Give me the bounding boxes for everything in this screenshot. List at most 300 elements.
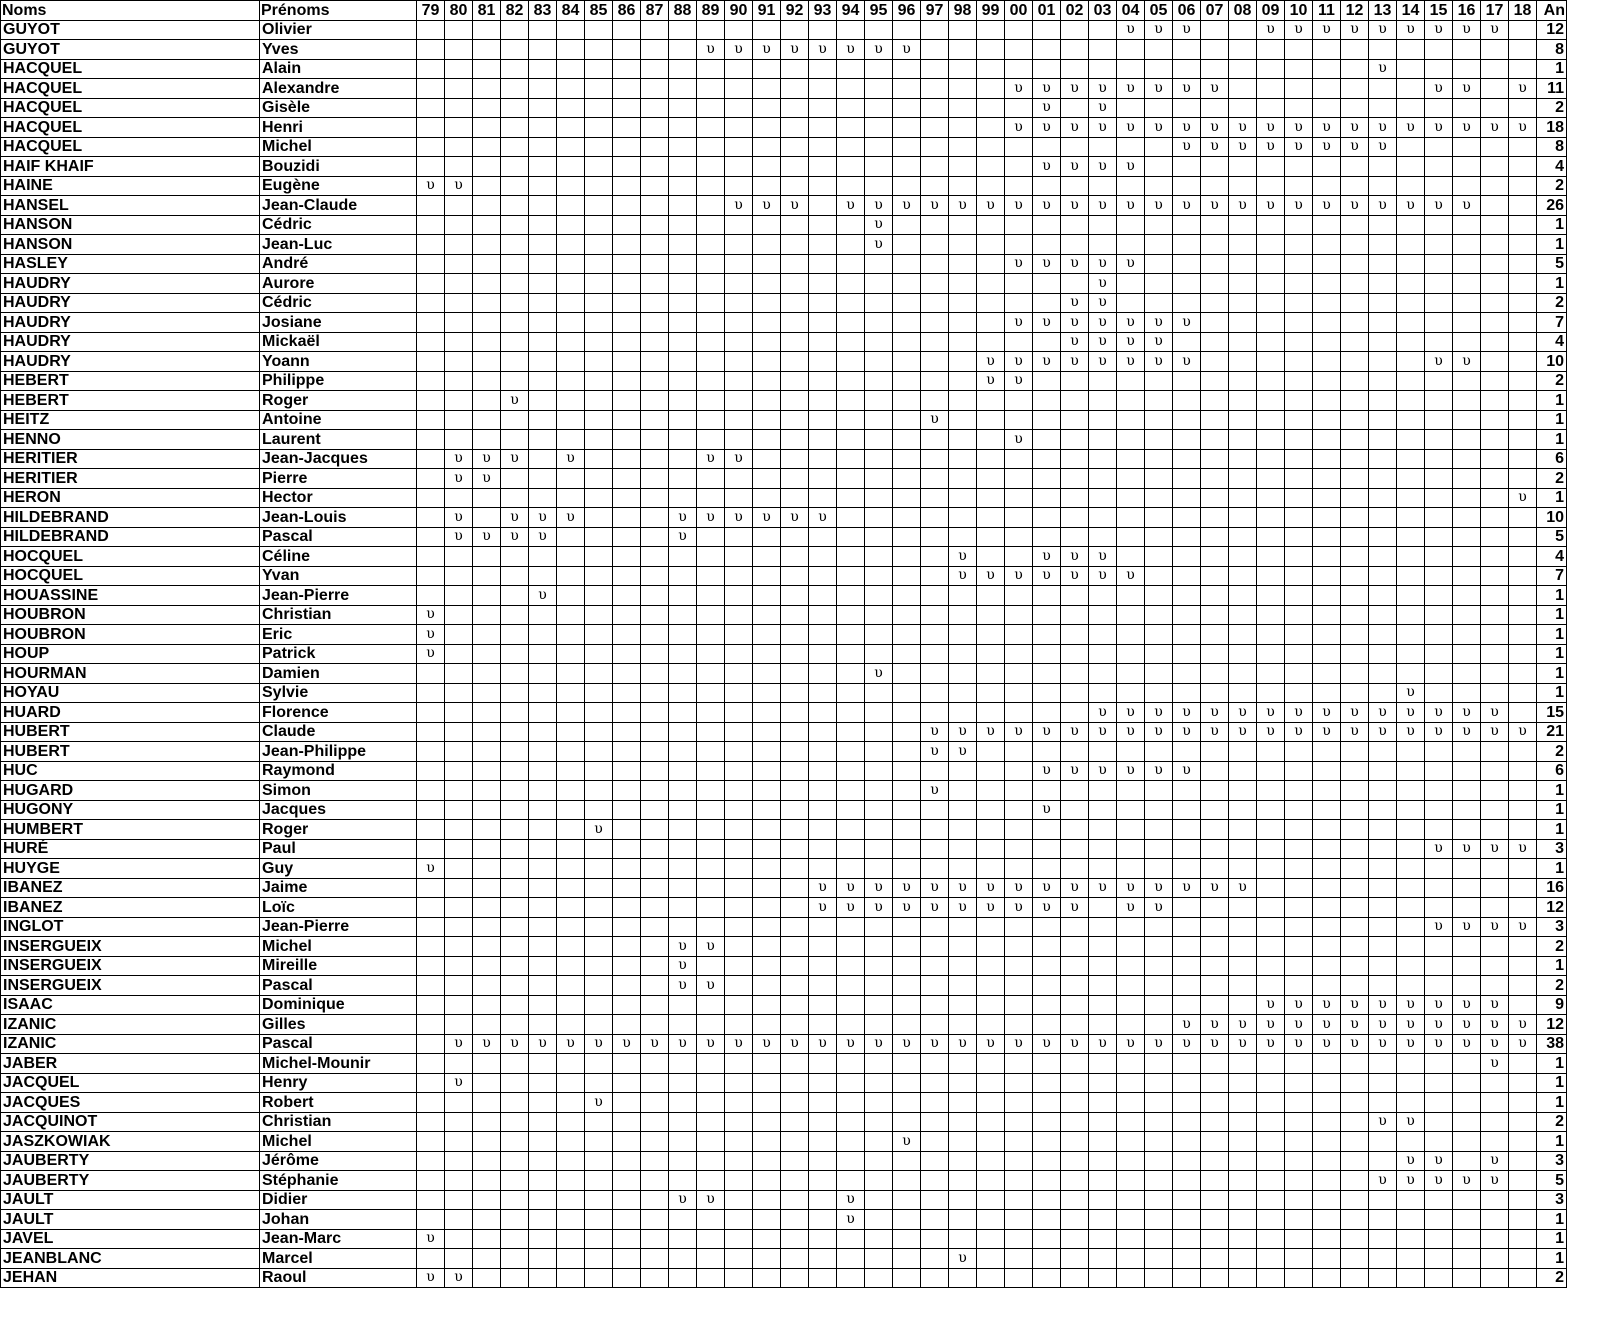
attendance-mark: υ (669, 508, 697, 528)
year-cell (557, 176, 585, 196)
year-cell (865, 644, 893, 664)
year-cell (669, 859, 697, 879)
attendance-mark: υ (1173, 196, 1201, 216)
year-cell (669, 430, 697, 450)
year-cell (1229, 644, 1257, 664)
cell-total: 1 (1537, 430, 1567, 450)
year-cell (1145, 449, 1173, 469)
year-cell (1481, 1210, 1509, 1230)
year-cell (1509, 430, 1537, 450)
year-cell (417, 547, 445, 567)
year-cell (1089, 1093, 1117, 1113)
year-cell (781, 352, 809, 372)
year-cell (1173, 449, 1201, 469)
attendance-mark: υ (697, 508, 725, 528)
year-cell (501, 1249, 529, 1269)
year-cell (753, 410, 781, 430)
year-cell (1033, 391, 1061, 411)
year-cell (1341, 761, 1369, 781)
year-cell (949, 664, 977, 684)
year-cell (1117, 683, 1145, 703)
year-cell (1425, 488, 1453, 508)
year-cell (1173, 274, 1201, 294)
attendance-mark: υ (1117, 20, 1145, 40)
year-cell (921, 937, 949, 957)
attendance-mark: υ (1033, 118, 1061, 138)
year-cell (781, 1054, 809, 1074)
attendance-mark: υ (669, 976, 697, 996)
attendance-mark: υ (697, 1190, 725, 1210)
year-cell (1453, 683, 1481, 703)
table-row (1, 1093, 1567, 1113)
year-cell (1397, 391, 1425, 411)
year-cell (529, 79, 557, 99)
year-cell (1313, 1229, 1341, 1249)
year-cell (473, 118, 501, 138)
year-cell (473, 1190, 501, 1210)
year-cell (809, 352, 837, 372)
year-cell (445, 956, 473, 976)
year-cell (893, 332, 921, 352)
year-cell (557, 1054, 585, 1074)
year-cell (1201, 995, 1229, 1015)
year-cell (753, 215, 781, 235)
year-cell (641, 664, 669, 684)
year-cell (1341, 1171, 1369, 1191)
cell-prenom: Jean-Louis (260, 508, 417, 528)
year-cell (837, 644, 865, 664)
year-cell (753, 703, 781, 723)
attendance-mark: υ (1453, 1015, 1481, 1035)
attendance-mark: υ (1369, 118, 1397, 138)
attendance-mark: υ (697, 1034, 725, 1054)
year-cell (1257, 1093, 1285, 1113)
year-cell (669, 625, 697, 645)
year-cell (753, 254, 781, 274)
year-cell (753, 391, 781, 411)
year-cell (1313, 1054, 1341, 1074)
year-cell (1005, 976, 1033, 996)
year-cell (1313, 800, 1341, 820)
year-cell (1145, 157, 1173, 177)
year-cell (1005, 1210, 1033, 1230)
cell-nom: JABER (1, 1054, 260, 1074)
header-year: 00 (1005, 1, 1033, 21)
year-cell (585, 469, 613, 489)
year-cell (417, 196, 445, 216)
year-cell (417, 742, 445, 762)
header-year: 06 (1173, 1, 1201, 21)
year-cell (501, 1015, 529, 1035)
year-cell (977, 1132, 1005, 1152)
year-cell (921, 137, 949, 157)
year-cell (697, 995, 725, 1015)
cell-nom: HUBERT (1, 742, 260, 762)
attendance-mark: υ (557, 508, 585, 528)
table-row (1, 800, 1567, 820)
year-cell (557, 995, 585, 1015)
year-cell (1397, 508, 1425, 528)
year-cell (809, 79, 837, 99)
year-cell (1229, 1054, 1257, 1074)
attendance-mark: υ (837, 878, 865, 898)
table-row (1, 371, 1567, 391)
year-cell (865, 118, 893, 138)
year-cell (921, 683, 949, 703)
year-cell (585, 176, 613, 196)
year-cell (557, 293, 585, 313)
year-cell (921, 1112, 949, 1132)
year-cell (1313, 644, 1341, 664)
year-cell (949, 469, 977, 489)
attendance-mark: υ (1061, 293, 1089, 313)
year-cell (585, 40, 613, 60)
year-cell (697, 644, 725, 664)
year-cell (1481, 332, 1509, 352)
attendance-mark: υ (445, 527, 473, 547)
table-row (1, 469, 1567, 489)
year-cell (669, 839, 697, 859)
year-cell (529, 995, 557, 1015)
year-cell (1369, 410, 1397, 430)
year-cell (641, 781, 669, 801)
cell-total: 6 (1537, 761, 1567, 781)
year-cell (1145, 527, 1173, 547)
cell-total: 7 (1537, 566, 1567, 586)
year-cell (781, 995, 809, 1015)
year-cell (977, 1268, 1005, 1288)
year-cell (641, 508, 669, 528)
year-cell (1145, 586, 1173, 606)
year-cell (1033, 20, 1061, 40)
year-cell (1313, 1073, 1341, 1093)
year-cell (1229, 937, 1257, 957)
year-cell (781, 410, 809, 430)
attendance-mark: υ (1425, 118, 1453, 138)
cell-prenom: Jean-Pierre (260, 586, 417, 606)
year-cell (1481, 1073, 1509, 1093)
year-cell (1229, 98, 1257, 118)
year-cell (529, 98, 557, 118)
attendance-mark: υ (1369, 137, 1397, 157)
year-cell (1397, 79, 1425, 99)
attendance-mark: υ (1061, 1034, 1089, 1054)
year-cell (557, 586, 585, 606)
year-cell (1509, 547, 1537, 567)
year-cell (1257, 332, 1285, 352)
attendance-mark: υ (1089, 274, 1117, 294)
year-cell (501, 137, 529, 157)
year-cell (753, 839, 781, 859)
year-cell (837, 118, 865, 138)
year-cell (1425, 644, 1453, 664)
year-cell (669, 391, 697, 411)
year-cell (837, 995, 865, 1015)
year-cell (1201, 664, 1229, 684)
year-cell (1453, 371, 1481, 391)
year-cell (501, 566, 529, 586)
year-cell (1145, 605, 1173, 625)
year-cell (1117, 1054, 1145, 1074)
year-cell (529, 547, 557, 567)
year-cell (837, 1151, 865, 1171)
attendance-mark: υ (1285, 137, 1313, 157)
year-cell (1341, 664, 1369, 684)
cell-nom: HAINE (1, 176, 260, 196)
year-cell (949, 79, 977, 99)
attendance-mark: υ (1369, 1034, 1397, 1054)
year-cell (1257, 293, 1285, 313)
attendance-mark: υ (1089, 98, 1117, 118)
year-cell (1341, 1229, 1369, 1249)
year-cell (809, 586, 837, 606)
year-cell (865, 742, 893, 762)
year-cell (697, 683, 725, 703)
cell-total: 1 (1537, 683, 1567, 703)
year-cell (613, 586, 641, 606)
year-cell (865, 371, 893, 391)
year-cell (1397, 820, 1425, 840)
year-cell (501, 1190, 529, 1210)
attendance-mark: υ (445, 508, 473, 528)
year-cell (1285, 605, 1313, 625)
year-cell (501, 625, 529, 645)
year-cell (949, 1151, 977, 1171)
year-cell (697, 20, 725, 40)
year-cell (613, 937, 641, 957)
year-cell (921, 352, 949, 372)
year-cell (1117, 1190, 1145, 1210)
year-cell (837, 1132, 865, 1152)
attendance-mark: υ (1005, 196, 1033, 216)
year-cell (1341, 449, 1369, 469)
year-cell (1033, 1249, 1061, 1269)
attendance-mark: υ (1145, 898, 1173, 918)
year-cell (445, 274, 473, 294)
year-cell (1173, 235, 1201, 255)
year-cell (1509, 293, 1537, 313)
year-cell (1285, 742, 1313, 762)
table-row (1, 157, 1567, 177)
year-cell (837, 1229, 865, 1249)
year-cell (1257, 1268, 1285, 1288)
year-cell (753, 1132, 781, 1152)
year-cell (781, 605, 809, 625)
year-cell (445, 1210, 473, 1230)
year-cell (557, 20, 585, 40)
attendance-mark: υ (1425, 352, 1453, 372)
cell-prenom: Cédric (260, 293, 417, 313)
year-cell (641, 59, 669, 79)
year-cell (557, 1210, 585, 1230)
year-cell (893, 430, 921, 450)
year-cell (921, 625, 949, 645)
cell-total: 1 (1537, 800, 1567, 820)
year-cell (1397, 917, 1425, 937)
year-cell (1229, 274, 1257, 294)
attendance-mark: υ (1509, 722, 1537, 742)
year-cell (1425, 1132, 1453, 1152)
year-cell (809, 781, 837, 801)
attendance-mark: υ (893, 1034, 921, 1054)
year-cell (641, 878, 669, 898)
year-cell (1425, 137, 1453, 157)
year-cell (1089, 1249, 1117, 1269)
year-cell (1397, 937, 1425, 957)
year-cell (529, 352, 557, 372)
year-cell (781, 449, 809, 469)
year-cell (1089, 956, 1117, 976)
year-cell (1117, 586, 1145, 606)
year-cell (809, 430, 837, 450)
year-cell (1425, 391, 1453, 411)
year-cell (1453, 137, 1481, 157)
attendance-mark: υ (865, 898, 893, 918)
year-cell (473, 781, 501, 801)
cell-total: 1 (1537, 235, 1567, 255)
year-cell (949, 488, 977, 508)
attendance-mark: υ (1313, 703, 1341, 723)
year-cell (949, 391, 977, 411)
year-cell (921, 59, 949, 79)
year-cell (837, 683, 865, 703)
year-cell (725, 761, 753, 781)
year-cell (1509, 1268, 1537, 1288)
year-cell (669, 547, 697, 567)
year-cell (1341, 1210, 1369, 1230)
year-cell (865, 449, 893, 469)
year-cell (585, 391, 613, 411)
year-cell (1425, 800, 1453, 820)
year-cell (921, 839, 949, 859)
year-cell (1453, 1073, 1481, 1093)
year-cell (417, 293, 445, 313)
year-cell (473, 488, 501, 508)
attendance-mark: υ (1369, 1112, 1397, 1132)
cell-nom: HANSON (1, 235, 260, 255)
attendance-mark: υ (1061, 157, 1089, 177)
year-cell (613, 157, 641, 177)
year-cell (1117, 742, 1145, 762)
year-cell (641, 917, 669, 937)
year-cell (1369, 527, 1397, 547)
year-cell (725, 371, 753, 391)
year-cell (1425, 410, 1453, 430)
year-cell (417, 1054, 445, 1074)
year-cell (613, 1015, 641, 1035)
attendance-mark: υ (753, 508, 781, 528)
attendance-mark: υ (1005, 1034, 1033, 1054)
year-cell (1313, 59, 1341, 79)
year-cell (1229, 1229, 1257, 1249)
year-cell (1285, 781, 1313, 801)
year-cell (781, 371, 809, 391)
year-cell (1173, 1171, 1201, 1191)
year-cell (641, 176, 669, 196)
year-cell (725, 391, 753, 411)
year-cell (501, 469, 529, 489)
year-cell (445, 1112, 473, 1132)
year-cell (445, 995, 473, 1015)
cell-prenom: Loïc (260, 898, 417, 918)
year-cell (669, 176, 697, 196)
year-cell (1229, 605, 1257, 625)
year-cell (1425, 332, 1453, 352)
year-cell (417, 469, 445, 489)
year-cell (1033, 1229, 1061, 1249)
cell-total: 3 (1537, 839, 1567, 859)
year-cell (445, 1054, 473, 1074)
cell-nom: HOURMAN (1, 664, 260, 684)
year-cell (669, 332, 697, 352)
year-cell (473, 761, 501, 781)
attendance-mark: υ (473, 1034, 501, 1054)
cell-prenom: Florence (260, 703, 417, 723)
attendance-mark: υ (1369, 1015, 1397, 1035)
year-cell (529, 1015, 557, 1035)
year-cell (1425, 1112, 1453, 1132)
attendance-mark: υ (1117, 254, 1145, 274)
year-cell (1229, 352, 1257, 372)
year-cell (529, 488, 557, 508)
year-cell (1089, 995, 1117, 1015)
year-cell (1033, 469, 1061, 489)
year-cell (1453, 157, 1481, 177)
year-cell (585, 98, 613, 118)
year-cell (1257, 391, 1285, 411)
year-cell (753, 547, 781, 567)
year-cell (557, 956, 585, 976)
year-cell (1453, 391, 1481, 411)
table-row (1, 1015, 1567, 1035)
year-cell (977, 118, 1005, 138)
year-cell (641, 430, 669, 450)
year-cell (977, 410, 1005, 430)
attendance-mark: υ (1145, 196, 1173, 216)
year-cell (725, 1132, 753, 1152)
year-cell (1285, 683, 1313, 703)
year-cell (669, 469, 697, 489)
year-cell (1033, 137, 1061, 157)
attendance-mark: υ (1201, 878, 1229, 898)
year-cell (921, 527, 949, 547)
attendance-mark: υ (1313, 722, 1341, 742)
attendance-mark: υ (1089, 878, 1117, 898)
year-cell (809, 1054, 837, 1074)
year-cell (1453, 644, 1481, 664)
year-cell (1005, 742, 1033, 762)
year-cell (529, 566, 557, 586)
attendance-mark: υ (949, 742, 977, 762)
year-cell (417, 274, 445, 294)
attendance-mark: υ (809, 898, 837, 918)
year-cell (529, 196, 557, 216)
attendance-mark: υ (1425, 79, 1453, 99)
year-cell (697, 800, 725, 820)
year-cell (445, 196, 473, 216)
year-cell (1145, 137, 1173, 157)
year-cell (1173, 566, 1201, 586)
year-cell (445, 742, 473, 762)
attendance-mark: υ (501, 527, 529, 547)
cell-nom: HEBERT (1, 391, 260, 411)
year-cell (1061, 859, 1089, 879)
year-cell (445, 293, 473, 313)
year-cell (1229, 1151, 1257, 1171)
year-cell (837, 664, 865, 684)
year-cell (977, 839, 1005, 859)
year-cell (781, 956, 809, 976)
